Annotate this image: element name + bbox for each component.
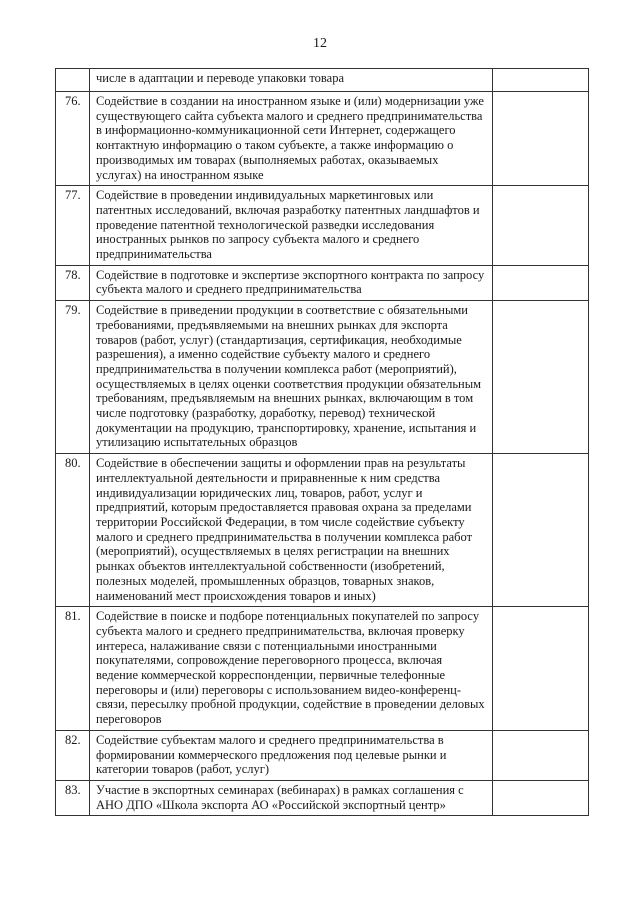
row-extra-cell — [493, 730, 589, 780]
table-row — [56, 301, 589, 454]
row-extra-cell — [493, 69, 589, 92]
row-number: 82. — [56, 730, 90, 780]
row-description: Содействие в обеспечении защиты и оформлении прав на результаты интеллектуальной деятельности и приравненные к ним средства индивидуализации юридических лиц, товаров, работ, услуг и предприятий, которым предоставляется правовая охрана за пределами территории Российской Федерации, в том числе содействие субъекту малого и среднего предпринимательства в получении комплекса работ (мероприятий), осуществляемых в целях регистрации на внешних рынках объектов интеллектуальной собственности (изобретений, полезных моделей, промышленных образцов, товарных знаков, наименований мест происхождения товаров и иных) — [90, 454, 493, 607]
row-description: Содействие в приведении продукции в соответствие с обязательными требованиями, предъявляемыми на внешних рынках для экспорта товаров (работ, услуг) (стандартизация, сертификация, необходимые разрешения), а именно содействие субъекту малого и среднего предпринимательства в получении комплекса работ (мероприятий), осуществляемых в целях оценки соответствия продукции обязательным требованиям, предъявляемым на внешних рынках, включающим в том числе подготовку (разработку, доработку, перевод) технической документации на продукцию, транспортировку, хранение, испытания и утилизацию испытательных образцов — [90, 301, 493, 454]
row-description: Содействие в подготовке и экспертизе экспортного контракта по запросу субъекта малого и среднего предпринимательства — [90, 265, 493, 300]
row-description: Содействие в создании на иностранном языке и (или) модернизации уже существующего сайта субъекта малого и среднего предпринимательства в информационно-коммуникационной сети Интернет, содержащего контактную информацию о таком субъекте, а также информацию о производимых им товарах (выполняемых работах, оказываемых услугах) на иностранном языке — [90, 92, 493, 186]
row-extra-cell — [493, 454, 589, 607]
row-number: 80. — [56, 454, 90, 607]
measures-table — [55, 68, 589, 816]
table-row — [56, 730, 589, 780]
row-extra-cell — [493, 92, 589, 186]
row-number: 76. — [56, 92, 90, 186]
row-number: 81. — [56, 607, 90, 731]
row-description: числе в адаптации и переводе упаковки товара — [90, 69, 493, 92]
row-extra-cell — [493, 301, 589, 454]
page-number: 12 — [313, 36, 327, 51]
row-description: Содействие субъектам малого и среднего предпринимательства в формировании коммерческого предложения под целевые рынки и категории товаров (работ, услуг) — [90, 730, 493, 780]
row-extra-cell — [493, 780, 589, 815]
table-row — [56, 780, 589, 815]
row-description: Содействие в поиске и подборе потенциальных покупателей по запросу субъекта малого и среднего предпринимательства, включая проверку интереса, налаживание связи с потенциальными иностранными покупателями, сопровождение переговорного процесса, включая ведение коммерческой корреспонденции, первичные телефонные переговоры и (или) переговоры с использованием видео-конференц-связи, пересылку пробной продукции, содействие в проведении деловых переговоров — [90, 607, 493, 731]
row-number: 83. — [56, 780, 90, 815]
table-row — [56, 186, 589, 266]
table-row — [56, 607, 589, 731]
table-row — [56, 69, 589, 92]
row-extra-cell — [493, 186, 589, 266]
row-number: 78. — [56, 265, 90, 300]
table-row — [56, 92, 589, 186]
row-description: Содействие в проведении индивидуальных маркетинговых или патентных исследований, включая разработку патентных ландшафтов и проведение патентной технологической разведки исследования иностранных рынков по запросу субъекта малого и среднего предпринимательства — [90, 186, 493, 266]
row-number: 77. — [56, 186, 90, 266]
row-description: Участие в экспортных семинарах (вебинарах) в рамках соглашения с АНО ДПО «Школа экспорта АО «Российской экспортный центр» — [90, 780, 493, 815]
row-extra-cell — [493, 607, 589, 731]
row-extra-cell — [493, 265, 589, 300]
table-row — [56, 265, 589, 300]
row-number — [56, 69, 90, 92]
row-number: 79. — [56, 301, 90, 454]
table-row — [56, 454, 589, 607]
